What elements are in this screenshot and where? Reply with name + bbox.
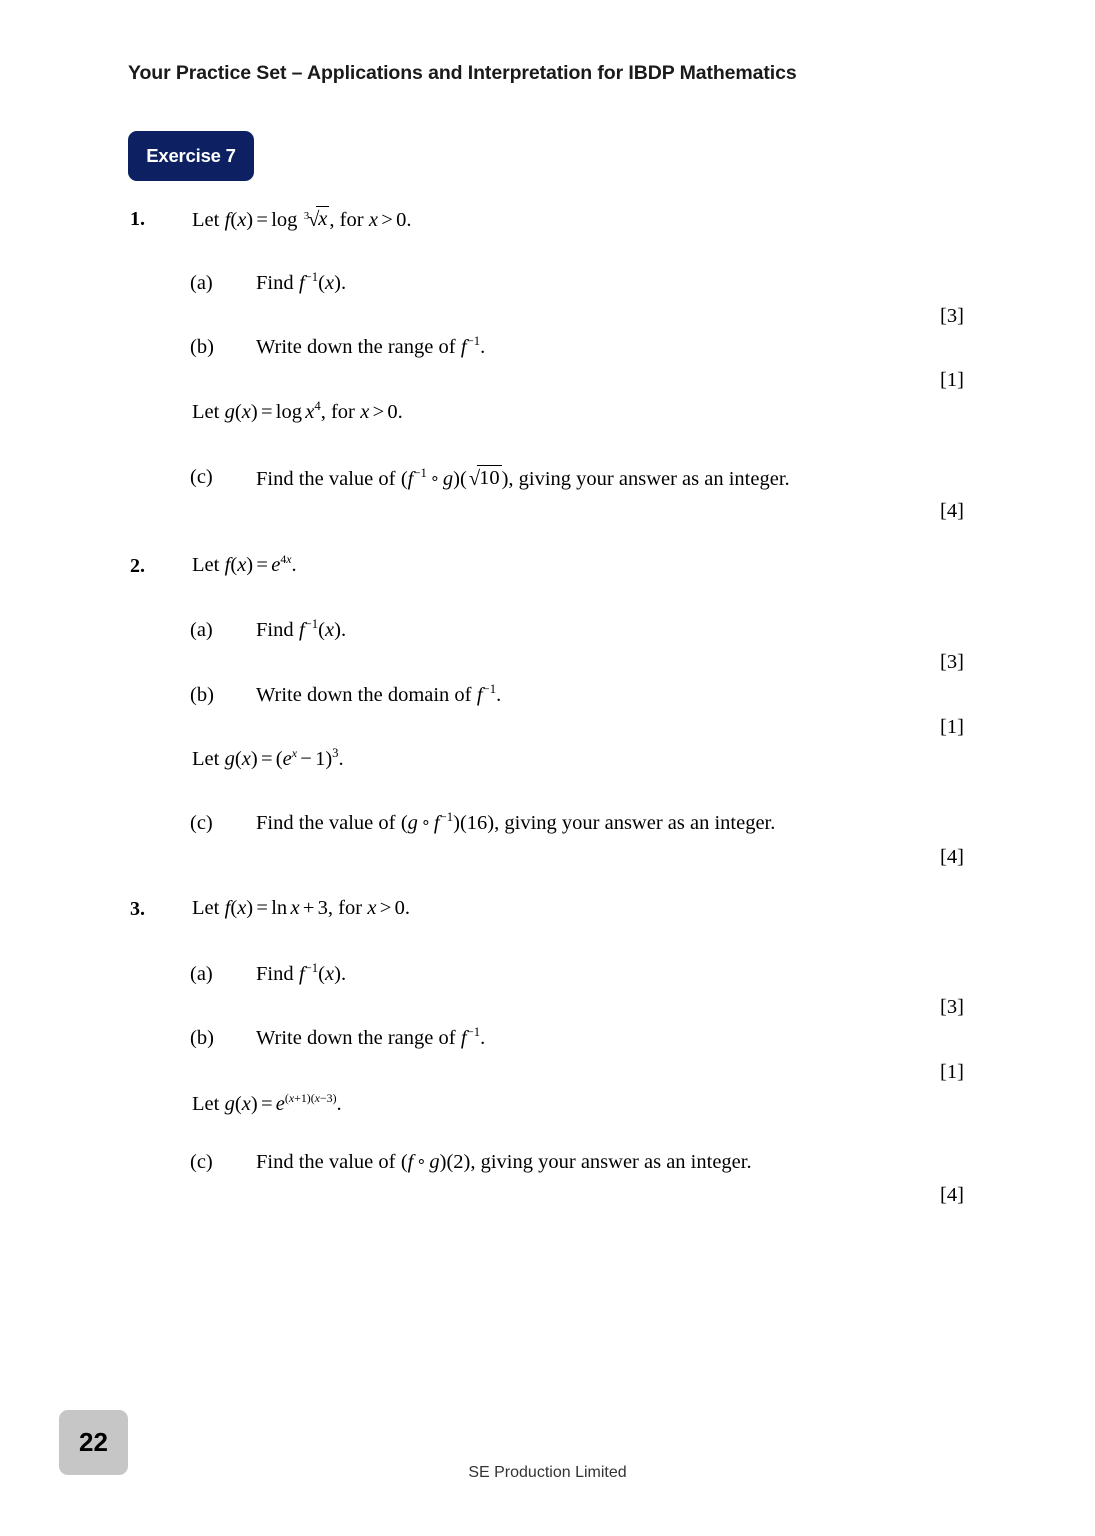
question-3-part-b-text: Write down the range of $f^{-1}$. [256,1025,486,1049]
page-title: Your Practice Set – Applications and Interpretation for IBDP Mathematics [128,62,797,84]
let-keyword: Let [192,554,220,576]
question-2-part-b-label: (b) [190,684,214,706]
question-2-part-a-marks: [3] [940,651,964,673]
write-down-range-phrase: Write down the range of [256,336,456,358]
question-3-part-c-text: Find the value of (f ∘ g)(2), giving your answer as an integer. [256,1151,752,1173]
question-2-part-c-text: Find the value of (g ∘ $f^{-1})(16)$, giving your answer as an integer. [256,810,776,834]
question-1-number: 1. [130,208,145,230]
cube-root-icon: $^3$√x [303,208,328,231]
question-1-part-c-text: Find the value of ($f^{-1}$ ∘ g)(√10), giving your answer as an integer. [256,466,790,490]
for-fragment: , for [329,209,364,231]
question-1-part-c-marks: [4] [940,500,964,522]
question-3-part-a-marks: [3] [940,996,964,1018]
find-value-phrase: Find the value of [256,812,396,834]
question-3-part-b-marks: [1] [940,1061,964,1083]
question-1-part-b-marks: [1] [940,369,964,391]
question-3-number: 3. [130,898,145,920]
question-1-part-b-text: Write down the range of $f^{-1}$. [256,334,486,358]
giving-integer-phrase: , giving your answer as an integer. [494,812,776,834]
question-2-part-a-text: Find $f^{-1}(x)$. [256,617,347,641]
question-3-part-b-label: (b) [190,1027,214,1049]
let-keyword: Let [192,897,220,919]
question-3-part-a-label: (a) [190,963,213,985]
let-keyword: Let [192,748,220,770]
footer-credit: SE Production Limited [468,1464,627,1481]
question-3-stem: Let f(x) = ln x + 3, for x > 0. [192,897,410,919]
question-2-part-a-label: (a) [190,619,213,641]
question-1-part-a-text: Find $f^{-1}(x)$. [256,270,347,294]
find-word: Find [256,619,294,641]
question-1-part-a-label: (a) [190,272,213,294]
question-1-part-b-label: (b) [190,336,214,358]
let-keyword: Let [192,1093,220,1115]
for-fragment: , for [327,897,363,919]
write-down-range-phrase: Write down the range of [256,1027,456,1049]
exercise-badge-label: Exercise 7 [146,145,236,166]
question-3-let-g: Let $g(x) = e^{(x+1)(x-3)}$. [192,1091,342,1115]
find-value-phrase: Find the value of [256,468,396,490]
question-2-part-b-marks: [1] [940,716,964,738]
find-word: Find [256,272,294,294]
square-root-icon: √10 [468,467,500,490]
question-2-let-g: Let $g(x) = (e^x - 1)^3$. [192,746,344,770]
question-2-stem: Let $f(x) = e^{4x}$. [192,552,297,576]
let-keyword: Let [192,209,220,231]
question-3-part-c-marks: [4] [940,1184,964,1206]
question-1-part-c-label: (c) [190,466,213,488]
find-word: Find [256,963,294,985]
question-2-part-c-marks: [4] [940,846,964,868]
for-fragment: , for [320,401,355,423]
giving-integer-phrase: , giving your answer as an integer. [470,1151,752,1173]
page-number: 22 [79,1427,108,1457]
giving-integer-phrase: , giving your answer as an integer. [508,468,790,490]
question-1-let-g: Let $g(x) = \log x^4$, for x > 0. [192,399,403,423]
write-down-domain-phrase: Write down the domain of [256,684,472,706]
question-3-part-c-label: (c) [190,1151,213,1173]
question-2-part-c-label: (c) [190,812,213,834]
question-2-number: 2. [130,555,145,577]
find-value-phrase: Find the value of [256,1151,396,1173]
exercise-badge [128,131,254,181]
question-1-part-a-marks: [3] [940,305,964,327]
question-2-part-b-text: Write down the domain of $f^{-1}$. [256,682,502,706]
let-keyword: Let [192,401,220,423]
question-3-part-a-text: Find $f^{-1}(x)$. [256,961,347,985]
question-1-stem: Let f(x) = log $^3$√x, for x > 0. [192,208,412,231]
